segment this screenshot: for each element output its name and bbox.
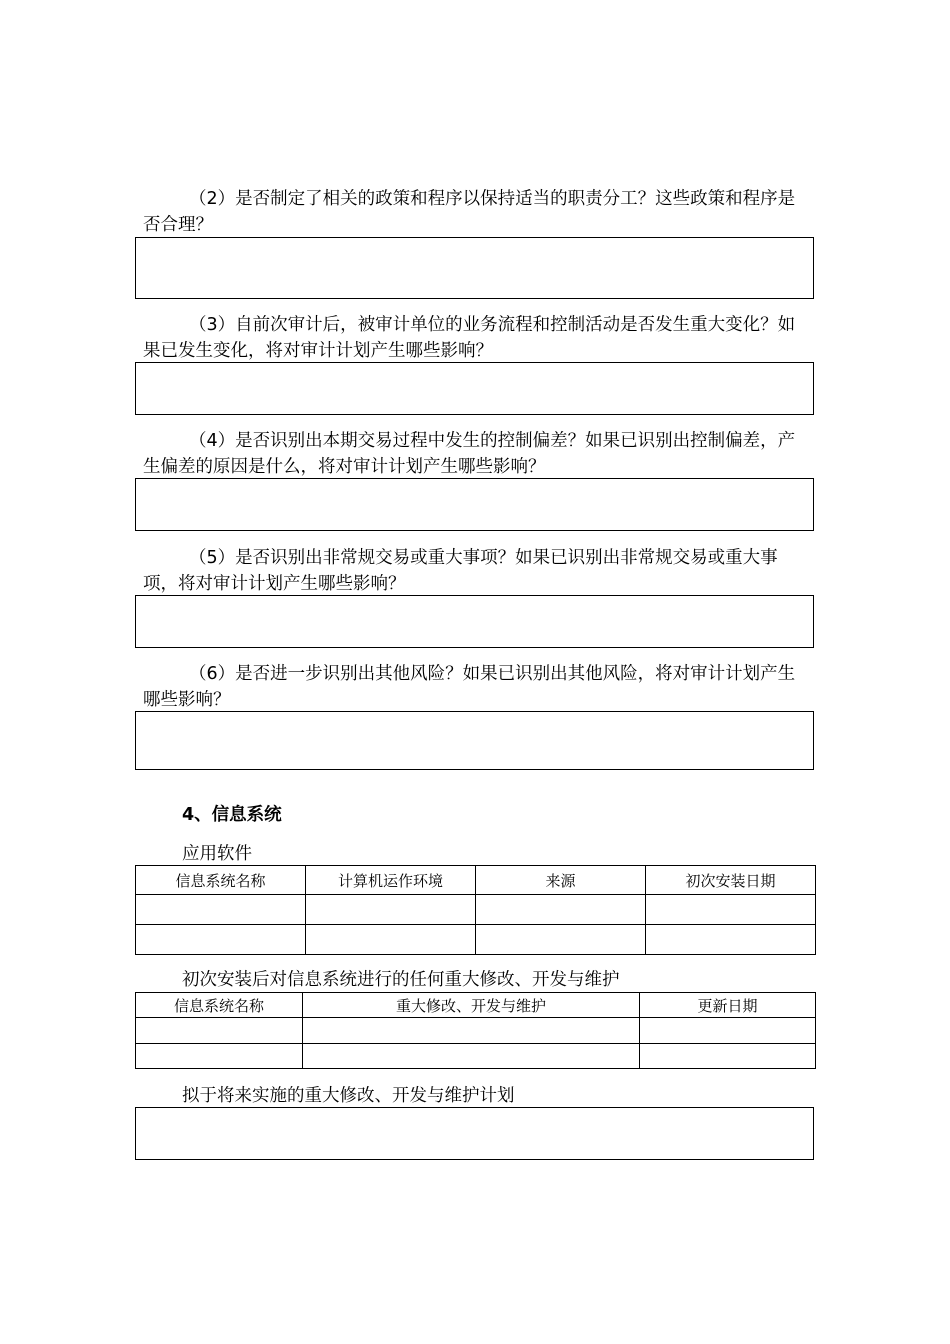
question-2: （2）是否制定了相关的政策和程序以保持适当的职责分工？这些政策和程序是否合理？ (143, 189, 796, 235)
table-cell[interactable] (640, 1044, 816, 1069)
table-header-row (136, 993, 816, 1018)
table-cell[interactable] (476, 895, 646, 925)
table-row (136, 895, 816, 925)
table-header-row (136, 866, 816, 895)
future-plan-box[interactable] (135, 1107, 814, 1160)
table-cell[interactable] (476, 925, 646, 955)
table-cell[interactable] (646, 895, 816, 925)
answer-box-5[interactable] (135, 595, 814, 648)
table-cell[interactable] (136, 1018, 303, 1044)
question-3: （3）自前次审计后，被审计单位的业务流程和控制活动是否发生重大变化？如果已发生变化，将对审计计划产生哪些影响？ (143, 315, 796, 361)
question-6: （6）是否进一步识别出其他风险？如果已识别出其他风险，将对审计计划产生哪些影响？ (143, 664, 796, 710)
column-header: 信息系统名称 (136, 993, 303, 1018)
table-cell[interactable] (136, 895, 306, 925)
table-row (136, 1018, 816, 1044)
table-row (136, 1044, 816, 1069)
column-header: 来源 (476, 866, 646, 895)
column-header: 计算机运作环境 (306, 866, 476, 895)
column-header: 重大修改、开发与维护 (303, 993, 640, 1018)
column-header: 初次安装日期 (646, 866, 816, 895)
answer-box-6[interactable] (135, 711, 814, 770)
app-software-table (135, 865, 816, 955)
question-4: （4）是否识别出本期交易过程中发生的控制偏差？如果已识别出控制偏差，产生偏差的原因是什么，将对审计计划产生哪些影响？ (143, 431, 796, 477)
table-cell[interactable] (136, 925, 306, 955)
column-header: 信息系统名称 (136, 866, 306, 895)
table-cell[interactable] (136, 1044, 303, 1069)
column-header: 更新日期 (640, 993, 816, 1018)
section-title-info-system: 4、信息系统 (182, 805, 282, 825)
question-5: （5）是否识别出非常规交易或重大事项？如果已识别出非常规交易或重大事项，将对审计计划产生哪些影响？ (143, 548, 778, 594)
answer-box-3[interactable] (135, 362, 814, 415)
answer-box-2[interactable] (135, 237, 814, 299)
table-row (136, 925, 816, 955)
answer-box-4[interactable] (135, 478, 814, 531)
table-cell[interactable] (303, 1044, 640, 1069)
app-software-label: 应用软件 (182, 844, 252, 864)
modifications-label: 初次安装后对信息系统进行的任何重大修改、开发与维护 (182, 970, 620, 990)
future-plan-label: 拟于将来实施的重大修改、开发与维护计划 (182, 1086, 515, 1106)
table-cell[interactable] (303, 1018, 640, 1044)
table-cell[interactable] (306, 925, 476, 955)
modifications-table (135, 992, 816, 1069)
table-cell[interactable] (640, 1018, 816, 1044)
table-cell[interactable] (646, 925, 816, 955)
table-cell[interactable] (306, 895, 476, 925)
